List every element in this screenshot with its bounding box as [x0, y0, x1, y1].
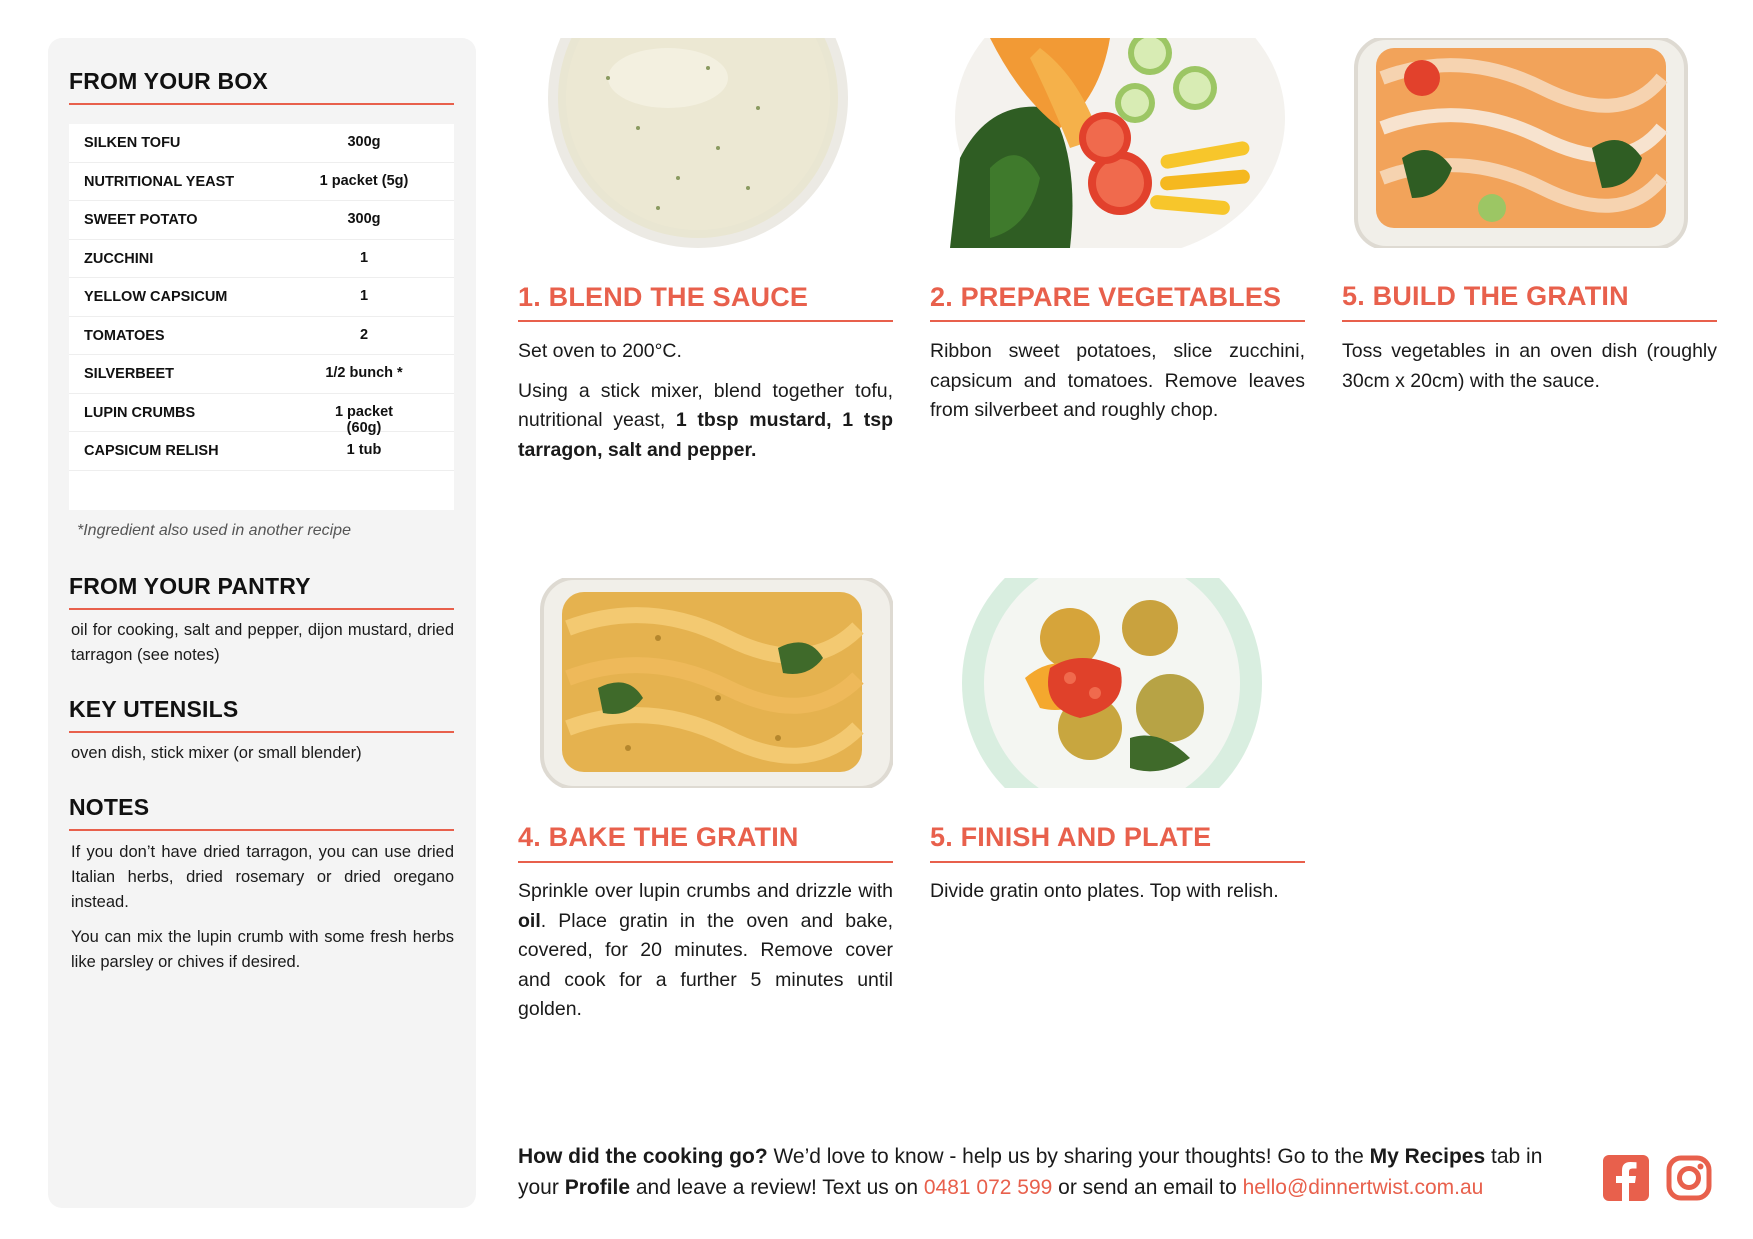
- step-4-text-a: Sprinkle over lupin crumbs and drizzle with: [518, 880, 893, 902]
- step-3-rule: [1342, 320, 1717, 322]
- ingredient-qty: 2: [359, 326, 369, 343]
- vegetables-photo: [930, 38, 1305, 248]
- ingredient-row: [69, 240, 454, 279]
- ingredient-name: YELLOW CAPSICUM: [84, 289, 228, 305]
- feedback-text: or send an email to: [1052, 1176, 1243, 1199]
- my-recipes-label: My Recipes: [1369, 1145, 1486, 1168]
- ingredient-qty: 1 packet (60g): [334, 403, 394, 436]
- ingredient-name: SILVERBEET: [84, 366, 174, 382]
- ingredient-name: CAPSICUM RELISH: [84, 443, 219, 459]
- ingredient-qty: 1: [359, 249, 369, 266]
- ingredient-qty: 300g: [347, 134, 381, 150]
- feedback-question: How did the cooking go?: [518, 1145, 768, 1168]
- ingredients-sidebar: [48, 38, 476, 1208]
- pantry-text: oil for cooking, salt and pepper, dijon mustard, dried tarragon (see notes): [71, 621, 454, 664]
- feedback-text: We’d love to know - help us by sharing your thoughts! Go to the: [767, 1145, 1370, 1168]
- pantry-title: FROM YOUR PANTRY: [69, 573, 311, 599]
- facebook-icon[interactable]: [1603, 1155, 1649, 1201]
- raw-gratin-photo: [1342, 38, 1717, 248]
- ingredient-name: ZUCCHINI: [84, 250, 154, 267]
- instagram-icon[interactable]: [1666, 1155, 1712, 1201]
- utensils-text: oven dish, stick mixer (or small blender): [71, 744, 362, 762]
- step-5-text: Divide gratin onto plates. Top with relish.: [930, 880, 1279, 902]
- step-4-title: 4. BAKE THE GRATIN: [518, 822, 799, 852]
- feedback-text: and leave a review! Text us on: [630, 1176, 924, 1199]
- ingredient-row: [69, 201, 454, 240]
- ingredient-name: SILKEN TOFU: [84, 135, 181, 151]
- step-4-rule: [518, 861, 893, 863]
- ingredient-qty: 1/2 bunch *: [325, 365, 403, 381]
- ingredient-row: [69, 278, 454, 317]
- email-link[interactable]: hello@dinnertwist.com.au: [1242, 1176, 1484, 1199]
- ingredient-row: [69, 124, 454, 163]
- step-1-paragraph-1: Set oven to 200°C.: [518, 340, 682, 362]
- ingredient-footnote: *Ingredient also used in another recipe: [77, 522, 351, 539]
- step-1-text-bold: 1 tbsp mustard, 1 tsp tarragon, salt and pepper.: [518, 409, 893, 461]
- baked-gratin-photo: [518, 578, 893, 788]
- step-1-text-plain: Using a stick mixer, blend together tofu, nutritional yeast,: [518, 379, 893, 431]
- feedback-text: tab in your: [518, 1145, 1543, 1199]
- step-5-rule: [930, 861, 1305, 863]
- notes-paragraph: If you don’t have dried tarragon, you can use dried Italian herbs, dried rosemary or dried oregano instead.: [71, 843, 454, 911]
- step-2-rule: [930, 320, 1305, 322]
- step-1-title: 1. BLEND THE SAUCE: [518, 282, 809, 312]
- ingredient-qty: 1: [359, 288, 369, 304]
- box-title-rule: [69, 103, 454, 105]
- ingredient-row: [69, 432, 454, 471]
- ingredient-qty: 300g: [347, 211, 381, 227]
- sauce-bowl-photo: [518, 38, 893, 248]
- step-1-rule: [518, 320, 893, 322]
- ingredient-row: [69, 163, 454, 202]
- utensils-title-rule: [69, 731, 454, 733]
- ingredient-name: NUTRITIONAL YEAST: [84, 173, 235, 190]
- notes-title: NOTES: [69, 794, 150, 820]
- notes-paragraph: You can mix the lupin crumb with some fresh herbs like parsley or chives if desired.: [71, 928, 454, 971]
- ingredient-qty: 1 packet (5g): [319, 172, 409, 189]
- ingredient-row: [69, 394, 454, 436]
- ingredient-qty: 1 tub: [346, 442, 382, 458]
- step-3-text: Toss vegetables in an oven dish (roughly 30cm x 20cm) with the sauce.: [1342, 340, 1717, 392]
- ingredient-row: [69, 355, 454, 394]
- box-title: FROM YOUR BOX: [69, 68, 268, 94]
- step-3-title: 5. BUILD THE GRATIN: [1342, 281, 1629, 311]
- step-5-title: 5. FINISH AND PLATE: [930, 822, 1212, 852]
- notes-title-rule: [69, 829, 454, 831]
- utensils-title: KEY UTENSILS: [69, 696, 239, 722]
- ingredient-name: LUPIN CRUMBS: [84, 404, 196, 421]
- step-2-text: Ribbon sweet potatoes, slice zucchini, capsicum and tomatoes. Remove leaves from silverbeet and roughly chop.: [930, 340, 1305, 421]
- feedback-message: [518, 1141, 1578, 1203]
- phone-link[interactable]: 0481 072 599: [923, 1176, 1053, 1199]
- pantry-title-rule: [69, 608, 454, 610]
- ingredient-row: [69, 317, 454, 356]
- step-4-text-bold: oil: [518, 909, 541, 932]
- step-4-text-b: . Place gratin in the oven and bake, covered, for 20 minutes. Remove cover and cook for a further 5 minutes until golden.: [518, 909, 893, 1020]
- plated-gratin-photo: [930, 578, 1305, 788]
- ingredient-name: SWEET POTATO: [84, 212, 198, 228]
- profile-label: Profile: [564, 1176, 631, 1199]
- ingredient-table: [69, 124, 454, 510]
- step-4-text: [518, 877, 893, 1025]
- step-1-paragraph-2: [518, 377, 893, 466]
- step-2-title: 2. PREPARE VEGETABLES: [930, 282, 1282, 312]
- step-1-text: [518, 337, 893, 475]
- ingredient-name: TOMATOES: [84, 327, 165, 344]
